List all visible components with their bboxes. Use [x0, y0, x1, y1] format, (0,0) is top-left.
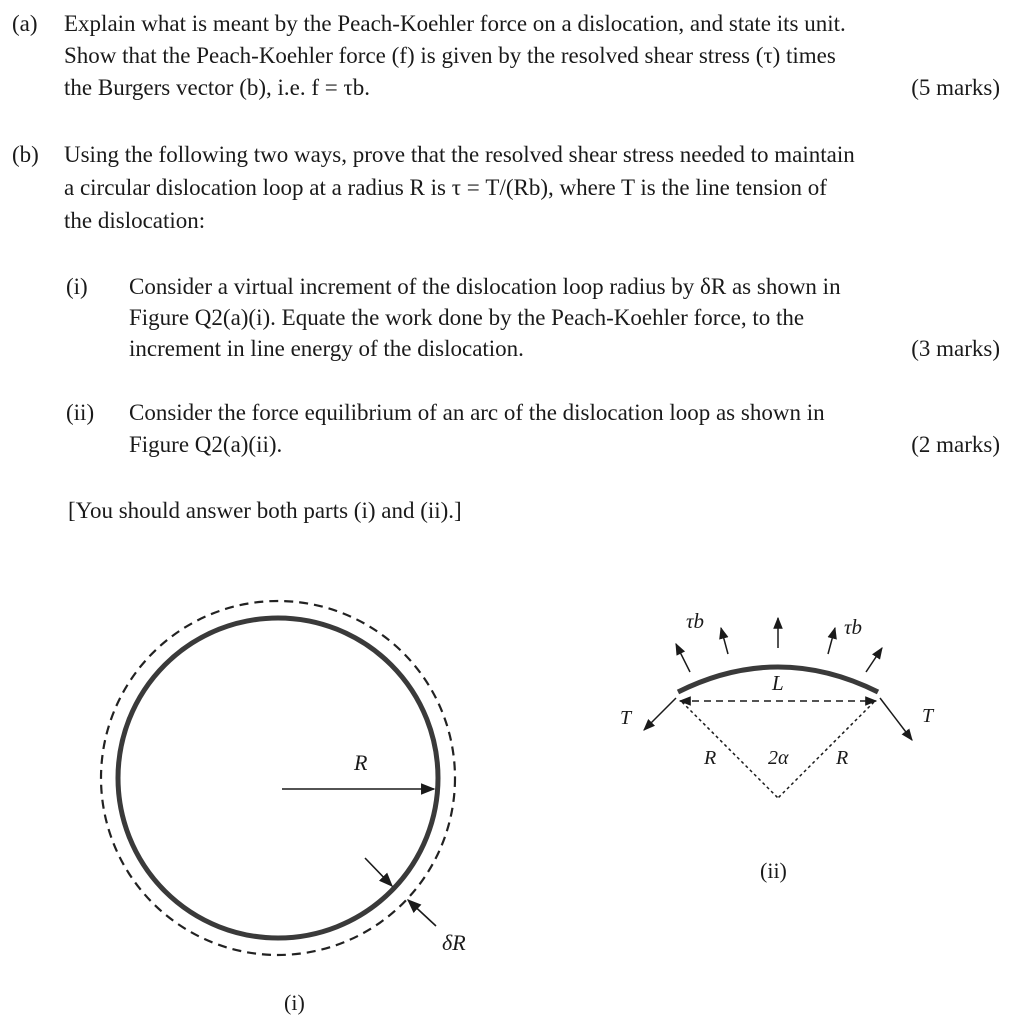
part-b-line-2: a circular dislocation loop at a radius R is τ = T/(Rb), where T is the line tension of: [64, 175, 827, 200]
radius-label-right: R: [836, 747, 849, 769]
tension-label-right: T: [922, 705, 934, 727]
force-arrow-right-inner: [828, 628, 835, 654]
radius-label: R: [354, 750, 368, 775]
radius-line-right: [778, 702, 874, 798]
chord-label: L: [772, 671, 784, 695]
tension-label-left: T: [620, 707, 632, 729]
part-b-ii-line-2: Figure Q2(a)(ii).: [129, 432, 283, 457]
increment-arrow-inner: [408, 900, 436, 926]
force-arrow-left-inner: [721, 628, 728, 654]
part-b-i-marks: (3 marks): [911, 336, 1000, 361]
part-b-ii-marks: (2 marks): [911, 432, 1000, 457]
part-b-ii-line-1: Consider the force equilibrium of an arc of the dislocation loop as shown in: [129, 400, 825, 425]
angle-label: 2α: [768, 747, 789, 769]
part-b-note: [You should answer both parts (i) and (ii).]: [68, 498, 462, 523]
figure-ii-caption: (ii): [760, 858, 787, 883]
part-a-label: (a): [12, 11, 38, 36]
part-b-line-1: Using the following two ways, prove that the resolved shear stress needed to maintain: [64, 142, 855, 167]
part-b-ii-label: (ii): [66, 400, 95, 425]
part-a-line-3: the Burgers vector (b), i.e. f = τb.: [64, 75, 371, 100]
radius-label-left: R: [704, 747, 717, 769]
tau-b-right-label: τb: [844, 615, 863, 639]
tau-b-left-label: τb: [686, 609, 705, 633]
part-a-line-1: Explain what is meant by the Peach-Koehler force on a dislocation, and state its unit.: [64, 11, 846, 36]
part-b-i-line-3: increment in line energy of the dislocation.: [129, 336, 524, 361]
part-b-i-label: (i): [66, 274, 88, 299]
radius-line-left: [682, 702, 778, 798]
outer-dashed-circle: [101, 601, 455, 955]
figure-ii: [600, 600, 1000, 900]
force-arrow-left-outer: [676, 644, 690, 672]
figure-i: [0, 560, 520, 1020]
part-a-line-2: Show that the Peach-Koehler force (f) is given by the resolved shear stress (τ) times: [64, 43, 836, 68]
part-a-marks: (5 marks): [911, 75, 1000, 100]
dislocation-loop: [118, 618, 438, 938]
part-b-i-line-2: Figure Q2(a)(i). Equate the work done by the Peach-Koehler force, to the: [129, 305, 805, 330]
increment-arrow-outer: [365, 858, 392, 886]
force-arrow-right-outer: [866, 648, 882, 672]
part-b-line-3: the dislocation:: [64, 208, 206, 233]
part-b-label: (b): [12, 142, 39, 167]
tension-arrow-left: [644, 698, 676, 730]
figure-i-caption: (i): [284, 990, 305, 1015]
tension-arrow-right: [880, 698, 912, 740]
part-b-i-line-1: Consider a virtual increment of the dislocation loop radius by δR as shown in: [129, 274, 841, 299]
increment-label: δR: [442, 930, 466, 955]
